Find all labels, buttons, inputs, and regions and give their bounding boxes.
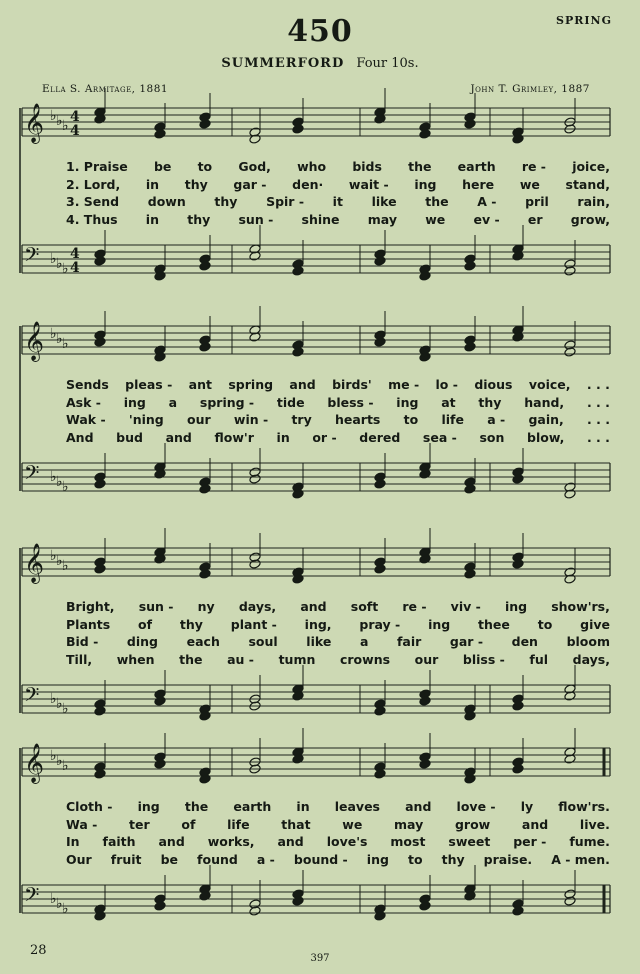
lyric-syllable: in: [145, 211, 159, 227]
lyric-line: [66, 599, 610, 614]
lyric-syllable: gain,: [528, 412, 564, 427]
page-number: 397: [310, 953, 330, 964]
flat-sign: ♭: [50, 108, 57, 124]
lyric-syllable: leaves: [334, 799, 380, 814]
lyric-syllable: pray -: [359, 616, 401, 632]
lyric-syllable: Our: [66, 851, 92, 867]
lyric-syllable: in: [276, 429, 290, 445]
lyric-syllable: . . .: [587, 412, 610, 427]
lyric-syllable: ly: [520, 799, 534, 814]
lyric-syllable: days,: [238, 599, 277, 614]
lyric-syllable: and: [165, 429, 192, 445]
lyric-syllable: may: [367, 211, 397, 227]
lyric-syllable: soul: [248, 634, 278, 649]
lyric-syllable: hand,: [524, 394, 565, 410]
bass-clef: 𝄢: [24, 883, 40, 911]
lyric-syllable: A -: [477, 194, 497, 209]
lyric-syllable: ing: [123, 394, 146, 410]
lyric-syllable: the: [184, 799, 209, 814]
lyric-syllable: God,: [238, 159, 271, 174]
lyric-line: [66, 617, 610, 632]
bass-clef: 𝄢: [24, 683, 40, 711]
flat-sign: ♭: [50, 748, 57, 764]
lyric-syllable: to: [537, 616, 553, 632]
hymn-number: 450: [287, 14, 353, 49]
lyric-syllable: and: [277, 834, 304, 849]
lyric-line: [66, 177, 610, 192]
lyric-line: [66, 834, 610, 849]
lyric-syllable: love -: [456, 799, 496, 814]
lyric-syllable: thy: [179, 616, 203, 632]
lyric-syllable: sun -: [238, 211, 274, 227]
flat-sign: ♭: [62, 336, 69, 352]
lyric-syllable: thy: [184, 176, 208, 192]
lyric-syllable: bids: [352, 159, 382, 174]
flat-sign: ♭: [50, 691, 57, 707]
lyric-syllable: er: [527, 211, 543, 227]
lyric-syllable: sun -: [138, 599, 174, 614]
bass-clef: 𝄢: [24, 243, 40, 271]
lyric-syllable: plant -: [230, 616, 277, 632]
lyric-line: [66, 212, 610, 227]
lyric-line: [66, 852, 610, 867]
lyric-syllable: our: [187, 412, 211, 427]
lyric-syllable: and: [289, 377, 316, 392]
lyric-line: [66, 412, 610, 427]
flat-sign: ♭: [62, 261, 69, 277]
lyric-syllable: ing: [396, 394, 419, 410]
lyric-syllable: soft: [350, 599, 379, 614]
lyric-syllable: and: [405, 799, 432, 814]
lyric-syllable: a -: [256, 851, 275, 867]
lyric-syllable: 4. Thus: [66, 211, 118, 227]
lyric-syllable: ing: [137, 799, 160, 814]
flat-sign: ♭: [50, 326, 57, 342]
lyric-line: [66, 194, 610, 209]
lyric-syllable: ding: [126, 634, 159, 649]
lyric-syllable: Till,: [66, 651, 93, 667]
treble-clef: 𝄞: [24, 543, 45, 583]
lyric-syllable: fruit: [110, 851, 142, 867]
lyric-syllable: den·: [292, 176, 324, 192]
time-signature-bottom: 4: [70, 260, 80, 276]
lyric-syllable: thy: [214, 194, 238, 209]
bass-clef: 𝄢: [24, 461, 40, 489]
lyric-syllable: birds': [332, 377, 372, 392]
season-label: SPRING: [556, 14, 612, 27]
lyric-syllable: Wak -: [66, 412, 106, 427]
lyric-syllable: 'ning: [128, 412, 164, 427]
lyric-syllable: hearts: [334, 412, 381, 427]
lyric-syllable: ing: [366, 851, 389, 867]
lyric-syllable: the: [408, 159, 432, 174]
lyric-line: [66, 159, 610, 174]
lyric-syllable: ev -: [473, 211, 500, 227]
time-signature-top: 4: [70, 246, 80, 262]
lyric-syllable: ing: [428, 616, 451, 632]
lyric-syllable: re -: [402, 599, 427, 614]
lyric-syllable: sweet: [448, 834, 491, 849]
lyric-syllable: down: [147, 194, 186, 209]
lyric-syllable: most: [390, 834, 426, 849]
lyric-syllable: and: [521, 816, 549, 832]
lyric-syllable: a: [359, 634, 369, 649]
flat-sign: ♭: [62, 479, 69, 495]
lyric-syllable: spring -: [199, 394, 255, 410]
flat-sign: ♭: [56, 696, 63, 712]
lyric-syllable: thy: [187, 211, 211, 227]
lyric-syllable: me -: [388, 377, 420, 392]
lyric-syllable: bound -: [293, 851, 348, 867]
lyric-syllable: our: [414, 651, 439, 667]
lyric-line: [66, 634, 610, 649]
lyric-syllable: grow,: [570, 211, 610, 227]
flat-sign: ♭: [62, 701, 69, 717]
lyric-syllable: thee: [478, 616, 510, 632]
lyric-syllable: life: [441, 412, 464, 427]
lyric-syllable: found: [197, 851, 238, 867]
lyric-syllable: dered: [359, 429, 401, 445]
lyric-syllable: may: [394, 816, 424, 832]
flat-sign: ♭: [56, 553, 63, 569]
lyric-syllable: In: [66, 834, 80, 849]
lyric-syllable: each: [186, 634, 220, 649]
lyric-syllable: Plants: [66, 616, 111, 632]
treble-clef: 𝄞: [24, 321, 45, 361]
lyric-syllable: to: [403, 412, 419, 427]
lyric-syllable: live.: [579, 816, 610, 832]
lyric-syllable: Spir -: [266, 194, 305, 209]
flat-sign: ♭: [56, 896, 63, 912]
lyric-syllable: earth: [233, 799, 272, 814]
flat-sign: ♭: [56, 753, 63, 769]
lyric-syllable: re -: [521, 159, 546, 174]
lyric-syllable: Bid -: [66, 634, 99, 649]
time-signature-top: 4: [70, 109, 80, 125]
lyric-syllable: pril: [525, 194, 549, 209]
page-left-number: 28: [30, 943, 47, 958]
lyric-syllable: a -: [487, 412, 506, 427]
lyric-syllable: grow: [454, 816, 491, 832]
lyric-syllable: ful: [529, 651, 549, 667]
lyric-syllable: den: [511, 634, 538, 649]
meter: Four 10s.: [356, 56, 419, 71]
lyric-syllable: in: [145, 176, 160, 192]
lyric-syllable: lo -: [435, 377, 458, 392]
lyric-syllable: fume.: [569, 834, 610, 849]
lyric-syllable: of: [138, 616, 153, 632]
flat-sign: ♭: [62, 901, 69, 917]
lyric-syllable: gar -: [449, 634, 484, 649]
flat-sign: ♭: [56, 331, 63, 347]
lyric-syllable: bloom: [566, 634, 610, 649]
lyric-syllable: it: [332, 194, 343, 209]
lyric-syllable: thy: [441, 851, 465, 867]
lyric-syllable: A - men.: [551, 851, 610, 867]
lyric-syllable: we: [519, 176, 540, 192]
lyric-syllable: thy: [478, 394, 502, 410]
lyric-syllable: sea -: [422, 429, 457, 445]
lyric-line: [66, 395, 610, 410]
lyric-line: [66, 652, 610, 667]
lyric-syllable: to: [407, 851, 423, 867]
lyric-syllable: stand,: [565, 176, 610, 192]
lyric-syllable: . . .: [586, 377, 610, 392]
lyric-line: [66, 817, 610, 832]
lyric-syllable: be: [160, 851, 178, 867]
lyric-syllable: Wa -: [66, 816, 98, 832]
lyric-syllable: bud: [116, 429, 143, 445]
flat-sign: ♭: [50, 548, 57, 564]
lyric-syllable: per -: [513, 834, 547, 849]
lyric-syllable: 3. Send: [66, 194, 120, 209]
lyric-syllable: au -: [227, 651, 254, 667]
lyric-syllable: at: [441, 394, 456, 410]
treble-clef: 𝄞: [24, 103, 45, 143]
lyric-syllable: spring: [228, 377, 274, 392]
lyric-syllable: like: [306, 634, 332, 649]
lyric-syllable: we: [425, 211, 446, 227]
lyric-syllable: tide: [276, 394, 305, 410]
lyric-syllable: bless -: [327, 394, 374, 410]
tune-name: SUMMERFORD: [221, 56, 345, 71]
lyric-syllable: to: [197, 159, 213, 174]
lyric-syllable: wait -: [348, 176, 389, 192]
lyric-syllable: crowns: [339, 651, 391, 667]
lyric-syllable: be: [153, 159, 172, 174]
lyric-syllable: dious: [474, 377, 513, 392]
composer-credit: John T. Grimley, 1887: [470, 83, 590, 95]
lyric-syllable: ter: [129, 816, 150, 832]
lyric-syllable: like: [371, 194, 397, 209]
lyric-syllable: love's: [326, 834, 368, 849]
lyric-line: [66, 430, 610, 445]
lyric-syllable: works,: [207, 834, 255, 849]
lyric-syllable: voice,: [528, 377, 571, 392]
lyric-syllable: ing,: [304, 616, 332, 632]
lyric-syllable: we: [342, 816, 363, 832]
lyric-syllable: Bright,: [66, 599, 115, 614]
lyric-syllable: a: [168, 394, 178, 410]
lyric-syllable: in: [296, 799, 310, 814]
lyric-syllable: earth: [457, 159, 496, 174]
lyric-syllable: . . .: [586, 394, 610, 410]
lyric-syllable: pleas -: [125, 377, 173, 392]
lyric-syllable: when: [116, 651, 155, 667]
lyric-syllable: days,: [572, 651, 610, 667]
lyric-syllable: who: [297, 159, 327, 174]
lyric-syllable: Cloth -: [66, 799, 113, 814]
lyric-syllable: and: [158, 834, 185, 849]
treble-clef: 𝄞: [24, 743, 45, 783]
lyric-syllable: flow'r: [214, 429, 254, 445]
lyric-syllable: ny: [197, 599, 215, 614]
author-credit: Ella S. Armitage, 1881: [42, 83, 169, 95]
lyric-syllable: son: [479, 429, 505, 445]
lyric-syllable: blow,: [527, 429, 565, 445]
lyric-syllable: And: [66, 429, 94, 445]
flat-sign: ♭: [62, 558, 69, 574]
lyric-syllable: tumn: [278, 651, 316, 667]
lyric-syllable: rain,: [577, 194, 610, 209]
lyric-line: [66, 377, 610, 392]
lyric-syllable: 2. Lord,: [66, 176, 121, 192]
lyric-syllable: ing: [504, 599, 528, 614]
flat-sign: ♭: [56, 256, 63, 272]
lyric-syllable: fair: [396, 634, 422, 649]
flat-sign: ♭: [62, 758, 69, 774]
lyric-syllable: ing: [414, 176, 437, 192]
lyric-syllable: praise.: [483, 851, 533, 867]
lyric-syllable: or -: [312, 429, 337, 445]
flat-sign: ♭: [56, 474, 63, 490]
lyric-syllable: that: [281, 816, 311, 832]
lyric-syllable: show'rs,: [551, 599, 610, 614]
lyric-syllable: and: [300, 599, 327, 614]
lyric-syllable: gar -: [233, 176, 267, 192]
flat-sign: ♭: [62, 118, 69, 134]
lyric-syllable: life: [227, 816, 250, 832]
lyric-syllable: faith: [102, 834, 136, 849]
lyric-line: [66, 799, 610, 814]
lyric-syllable: flow'rs.: [558, 799, 610, 814]
lyric-syllable: joice,: [572, 159, 610, 174]
time-signature-bottom: 4: [70, 123, 80, 139]
lyric-syllable: here: [462, 176, 495, 192]
lyric-syllable: the: [425, 194, 449, 209]
lyric-syllable: shine: [301, 211, 340, 227]
flat-sign: ♭: [50, 251, 57, 267]
lyric-syllable: . . .: [586, 429, 610, 445]
flat-sign: ♭: [50, 891, 57, 907]
flat-sign: ♭: [50, 469, 57, 485]
flat-sign: ♭: [56, 113, 63, 129]
lyric-syllable: give: [580, 616, 610, 632]
lyric-syllable: Sends: [66, 377, 109, 392]
lyric-syllable: viv -: [450, 599, 481, 614]
lyric-syllable: Ask -: [66, 394, 101, 410]
lyric-syllable: win -: [233, 412, 269, 427]
lyric-syllable: of: [181, 816, 196, 832]
lyric-syllable: 1. Praise: [66, 159, 128, 174]
lyric-syllable: try: [291, 412, 312, 427]
lyric-syllable: bliss -: [462, 651, 505, 667]
lyric-syllable: the: [179, 651, 203, 667]
lyric-syllable: ant: [188, 377, 212, 392]
